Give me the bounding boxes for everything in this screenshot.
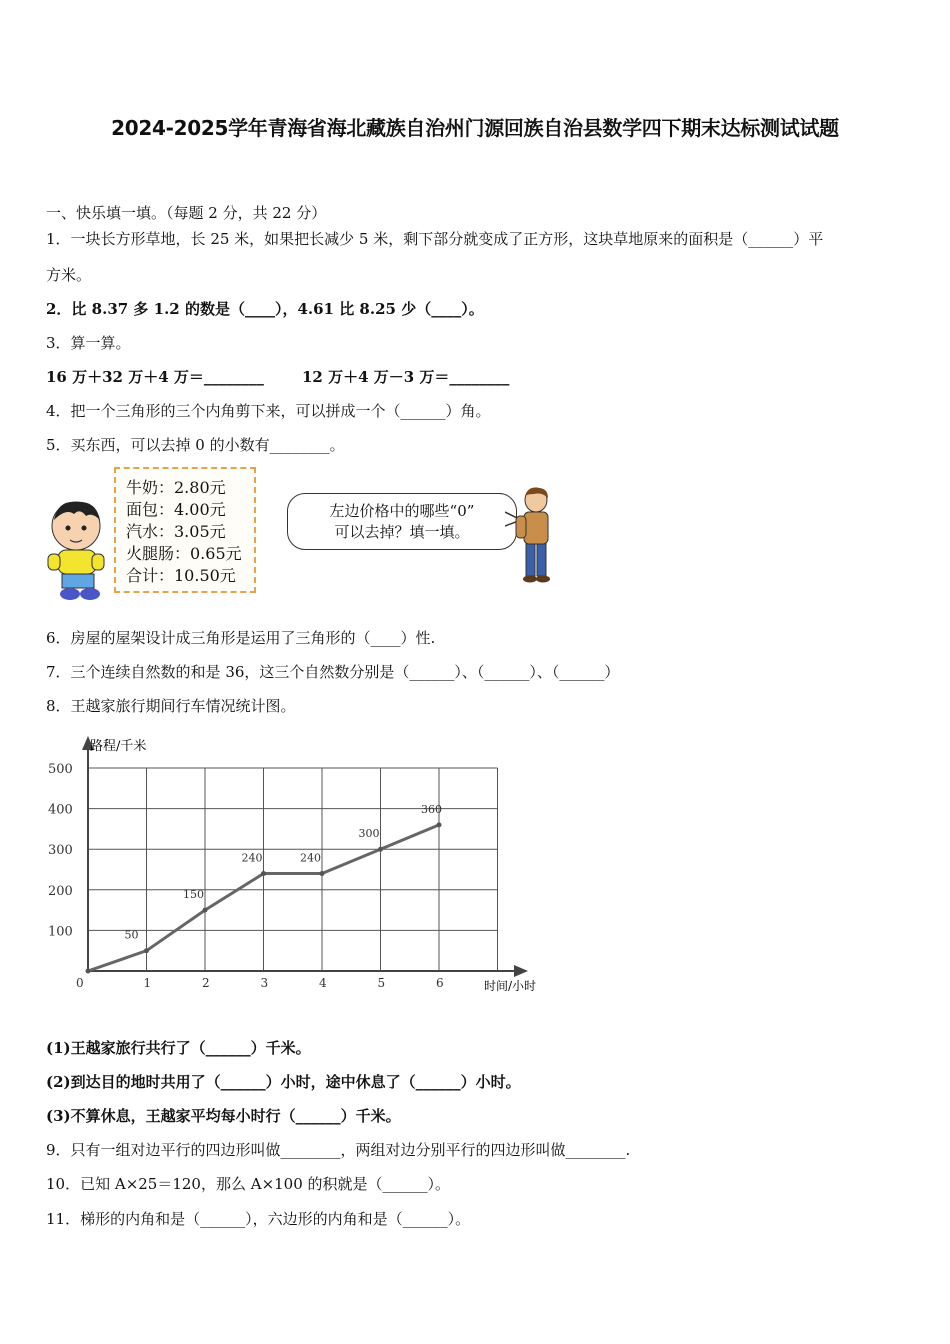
- question-3b: 12 万＋4 万－3 万＝________: [302, 368, 510, 386]
- question-8-2: (2)到达目的地时共用了（______）小时，途中休息了（______）小时。: [46, 1073, 521, 1091]
- question-8-3: (3)不算休息，王越家平均每小时行（______）千米。: [46, 1107, 401, 1125]
- question-11: 11．梯形的内角和是（______），六边形的内角和是（______）。: [46, 1210, 471, 1228]
- y-tick-label: 300: [48, 843, 73, 859]
- price-list: [114, 467, 256, 593]
- question-6: 6．房屋的屋架设计成三角形是运用了三角形的（____）性.: [46, 629, 436, 647]
- x-tick-label: 5: [377, 976, 386, 990]
- question-3a: 16 万＋32 万＋4 万＝________: [46, 368, 264, 386]
- data-label: 240: [300, 851, 321, 865]
- price-item: 面包：4.00元: [126, 500, 226, 519]
- data-point: [261, 871, 266, 876]
- data-point: [437, 822, 442, 827]
- x-tick-label: 3: [260, 976, 269, 990]
- data-point: [320, 871, 325, 876]
- price-item: 汽水：3.05元: [126, 522, 226, 541]
- data-label: 360: [421, 802, 442, 816]
- data-label: 150: [183, 888, 204, 902]
- y-axis-label: 路程/千米: [90, 739, 147, 754]
- question-8: 8．王越家旅行期间行车情况统计图。: [46, 697, 296, 715]
- question-2: 2．比 8.37 多 1.2 的数是（____），4.61 比 8.25 少（____）。: [46, 300, 484, 318]
- boy-illustration: [46, 498, 110, 604]
- question-10: 10．已知 A×25＝120，那么 A×100 的积就是（______）。: [46, 1175, 451, 1193]
- question-4: 4．把一个三角形的三个内角剪下来，可以拼成一个（______）角。: [46, 402, 491, 420]
- travel-line-chart: [40, 730, 570, 1000]
- chart-grid: [88, 768, 498, 971]
- question-1-continued: 方米。: [46, 266, 92, 284]
- question-3: 3．算一算。: [46, 334, 131, 352]
- y-tick-label: 200: [48, 883, 73, 899]
- data-label: 240: [241, 851, 263, 865]
- page-title: 2024-2025学年青海省海北藏族自治州门源回族自治县数学四下期末达标测试试题: [111, 116, 839, 140]
- speech-bubble: [287, 493, 517, 550]
- data-point: [203, 908, 208, 913]
- y-tick-label: 400: [48, 802, 73, 818]
- man-illustration: [512, 486, 558, 584]
- question-7: 7．三个连续自然数的和是 36，这三个自然数分别是（______）、（______）、（______）: [46, 663, 620, 681]
- y-tick-label: 100: [48, 924, 73, 940]
- data-point: [378, 847, 383, 852]
- x-tick-label: 6: [436, 976, 444, 990]
- question-9: 9．只有一组对边平行的四边形叫做________，两组对边分别平行的四边形叫做________.: [46, 1141, 631, 1159]
- speech-line: 左边价格中的哪些“0”: [329, 502, 475, 520]
- section-heading: 一、快乐填一填。（每题 2 分，共 22 分）: [46, 204, 327, 222]
- question-5: 5．买东西，可以去掉 0 的小数有________。: [46, 436, 345, 454]
- price-item: 牛奶：2.80元: [126, 478, 226, 497]
- price-item: 火腿肠：0.65元: [126, 544, 242, 563]
- data-label: 300: [358, 827, 380, 841]
- question-1: 1．一块长方形草地，长 25 米，如果把长减少 5 米，剩下部分就变成了正方形，这块草地原来的面积是（______）平: [46, 230, 824, 248]
- data-point: [86, 969, 91, 974]
- x-tick-label: 1: [143, 976, 152, 990]
- x-tick-label: 2: [202, 976, 210, 990]
- y-tick-label: 500: [48, 762, 73, 777]
- data-label: 50: [124, 928, 139, 942]
- x-tick-label: 0: [76, 976, 84, 990]
- speech-line: 可以去掉？填一填。: [334, 523, 470, 541]
- price-total: 合计：10.50元: [126, 566, 236, 585]
- x-axis-label: 时间/小时: [484, 979, 537, 993]
- question-8-1: (1)王越家旅行共行了（______）千米。: [46, 1039, 311, 1057]
- x-tick-label: 4: [319, 976, 327, 990]
- data-point: [144, 948, 149, 953]
